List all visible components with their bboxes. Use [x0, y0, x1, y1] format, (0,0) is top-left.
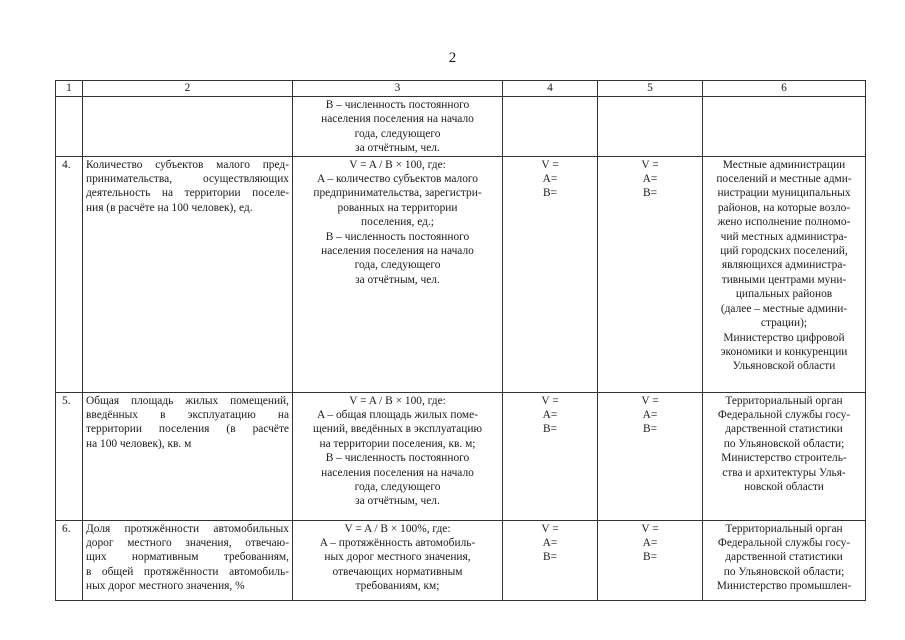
formula-line: A – количество субъектов малого: [316, 173, 478, 186]
formula-line: населения поселения на начало: [321, 466, 474, 479]
formula-line: рованных на территории: [337, 201, 458, 214]
value-line: A=: [642, 173, 658, 186]
value-line: B=: [642, 423, 658, 436]
indicator-name-line: в общей протяжённости автомобиль-: [86, 565, 289, 578]
source-line: страции);: [760, 317, 808, 330]
source-line: Ульяновской области: [732, 360, 836, 373]
formula-line: B – численность постоянного: [325, 99, 470, 111]
formula-line: B – численность постоянного: [325, 230, 470, 243]
source-line: тивными центрами муни-: [721, 273, 847, 286]
value-cell-col5: [598, 392, 703, 520]
row-number: 4.: [62, 158, 71, 171]
indicator-name-cell: [83, 156, 293, 392]
formula-line: года, следующего: [354, 127, 441, 140]
source-line: дарственной статистики: [725, 551, 843, 564]
value-line: V =: [641, 522, 659, 535]
formula-line: A – общая площадь жилых поме-: [316, 409, 478, 422]
source-line: ства и архитектуры Улья-: [722, 466, 846, 479]
column-number-header: 6: [703, 81, 866, 97]
formula-cell: [293, 520, 503, 600]
source-line: районов, на которые возло-: [717, 201, 851, 214]
column-number-header: 3: [293, 81, 503, 97]
value-cell-col4: [503, 156, 598, 392]
formula-line: V = A / B × 100, где:: [349, 158, 446, 171]
source-cell: [703, 156, 866, 392]
value-cell-col4: [503, 520, 598, 600]
column-number-header: 1: [56, 81, 83, 97]
value-cell-col4: [503, 97, 598, 157]
value-line: B=: [542, 423, 558, 436]
indicator-name-line: Количество субъектов малого пред-: [86, 158, 289, 171]
formula-line: за отчётным, чел.: [355, 142, 440, 155]
row-number-cell: [56, 156, 83, 392]
source-line: Местные администрации: [722, 158, 846, 171]
source-line: по Ульяновской области;: [723, 437, 845, 450]
formula-line: года, следующего: [354, 259, 441, 272]
value-line: B=: [542, 187, 558, 200]
row-number-cell: [56, 97, 83, 157]
formula-line: на территории поселения, кв. м;: [319, 437, 476, 450]
indicator-name-line: ния (в расчёте на 100 человек), ед.: [86, 201, 253, 214]
source-line: Территориальный орган: [725, 522, 843, 535]
indicator-name-line: Общая площадь жилых помещений,: [86, 394, 289, 407]
column-number-header: 4: [503, 81, 598, 97]
formula-cell: [293, 156, 503, 392]
value-line: A=: [542, 173, 558, 186]
formula-line: V = A / B × 100, где:: [349, 394, 446, 407]
indicator-name-line: деятельность на территории поселе-: [86, 187, 289, 200]
table-row: [56, 97, 866, 157]
value-line: B=: [642, 551, 658, 564]
table-row: [56, 392, 866, 520]
value-cell-col4: [503, 392, 598, 520]
column-number-header: 5: [598, 81, 703, 97]
table-row: [56, 156, 866, 392]
value-line: V =: [541, 522, 559, 535]
source-cell: [703, 520, 866, 600]
source-line: Министерство цифровой: [723, 331, 845, 344]
formula-line: щений, введённых в эксплуатацию: [312, 423, 483, 436]
indicator-name-line: территории поселения (в расчёте: [86, 423, 289, 436]
formula-line: населения поселения на начало: [321, 245, 474, 258]
value-cell-col5: [598, 520, 703, 600]
value-line: A=: [542, 409, 558, 422]
source-cell: [703, 97, 866, 157]
row-number-cell: [56, 520, 83, 600]
source-line: по Ульяновской области;: [723, 565, 845, 578]
formula-line: требованиям, км;: [355, 580, 440, 593]
source-line: Федеральной службы госу-: [717, 537, 851, 550]
source-line: чий местных администра-: [720, 230, 848, 243]
source-line: ципальных районов: [735, 288, 833, 301]
indicator-name-cell: [83, 392, 293, 520]
value-line: V =: [641, 394, 659, 407]
source-line: Министерство промышлен-: [716, 580, 852, 593]
formula-line: A – протяжённость автомобиль-: [319, 537, 476, 550]
value-cell-col5: [598, 156, 703, 392]
formula-line: V = A / B × 100%, где:: [344, 522, 451, 535]
value-line: V =: [541, 158, 559, 171]
column-number-row: [56, 81, 866, 97]
source-cell: [703, 392, 866, 520]
indicator-name-line: Доля протяжённости автомобильных: [86, 522, 289, 535]
value-line: A=: [542, 537, 558, 550]
formula-line: отвечающих нормативным: [332, 565, 463, 578]
value-line: A=: [642, 537, 658, 550]
formula-line: поселения, ед.;: [361, 216, 434, 229]
source-line: жено исполнение полномо-: [717, 216, 851, 229]
value-cell-col5: [598, 97, 703, 157]
value-line: A=: [642, 409, 658, 422]
source-line: ций городских поселений,: [720, 245, 848, 258]
row-number: 6.: [62, 522, 71, 535]
formula-line: населения поселения на начало: [321, 113, 474, 126]
row-number: 5.: [62, 394, 71, 407]
column-number-header: 2: [83, 81, 293, 97]
value-line: B=: [642, 187, 658, 200]
source-line: дарственной статистики: [725, 423, 843, 436]
source-line: Территориальный орган: [725, 394, 843, 407]
value-line: V =: [641, 158, 659, 171]
source-line: экономики и конкуренции: [720, 345, 848, 358]
source-line: новской области: [744, 481, 824, 494]
indicator-name-line: введённых в эксплуатацию на: [86, 409, 289, 422]
source-line: поселений и местные адми-: [716, 173, 852, 186]
indicators-table: [55, 80, 866, 601]
formula-line: ных дорог местного значения,: [324, 551, 471, 564]
indicator-name-line: дорог местного значения, отвечаю-: [86, 537, 289, 550]
formula-line: B – численность постоянного: [325, 452, 470, 465]
formula-cell: [293, 97, 503, 157]
indicator-name-cell: [83, 520, 293, 600]
indicator-name-line: ных дорог местного значения, %: [86, 580, 245, 593]
row-number-cell: [56, 392, 83, 520]
indicator-name-line: щих нормативным требованиям,: [86, 551, 289, 564]
value-line: V =: [541, 394, 559, 407]
formula-line: года, следующего: [354, 481, 441, 494]
indicator-name-line: принимательства, осуществляющих: [86, 173, 289, 186]
source-line: нистрации муниципальных: [717, 187, 851, 200]
source-line: Министерство строитель-: [721, 452, 847, 465]
value-line: B=: [542, 551, 558, 564]
source-line: являющихся администра-: [721, 259, 847, 272]
source-line: Федеральной службы госу-: [717, 409, 851, 422]
page-number: 2: [448, 50, 457, 66]
indicator-name-line: на 100 человек), кв. м: [86, 437, 192, 450]
formula-cell: [293, 392, 503, 520]
source-line: (далее – местные админи-: [720, 302, 848, 315]
formula-line: предпринимательства, зарегистри-: [313, 187, 482, 200]
formula-line: за отчётным, чел.: [355, 273, 440, 286]
formula-line: за отчётным, чел.: [355, 495, 440, 508]
table-row: [56, 520, 866, 600]
indicator-name-cell: [83, 97, 293, 157]
